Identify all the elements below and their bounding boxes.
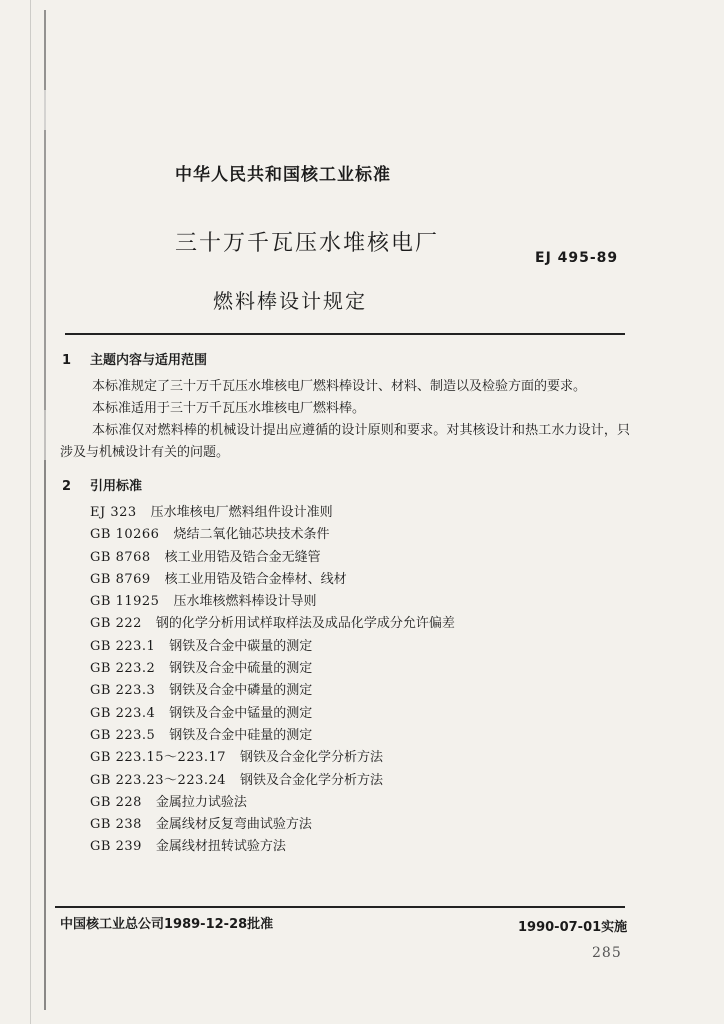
reference-code: GB 223.1 xyxy=(90,638,156,654)
reference-title: 核工业用锆及锆合金棒材、线材 xyxy=(164,571,347,587)
reference-code: GB 8769 xyxy=(90,571,151,587)
reference-item xyxy=(90,725,630,747)
reference-title: 压水堆核燃料棒设计导则 xyxy=(173,594,317,610)
section-2-heading xyxy=(62,478,630,496)
reference-item xyxy=(90,591,630,613)
reference-item xyxy=(90,747,630,769)
section-1-heading xyxy=(62,352,630,370)
section-number: 2 xyxy=(62,479,72,494)
reference-title: 金属拉力试验法 xyxy=(155,794,247,810)
effective-date-line: 1990-07-01实施 xyxy=(518,920,628,935)
paragraph: 本标准仅对燃料棒的机械设计提出应遵循的设计原则和要求。对其核设计和热工水力设计，只涉及与机械设计有关的问题。 xyxy=(60,423,630,460)
section-number: 1 xyxy=(62,353,72,368)
reference-item xyxy=(90,770,630,792)
reference-title: 压水堆核电厂燃料组件设计准则 xyxy=(150,505,333,520)
reference-code: GB 8768 xyxy=(90,549,151,565)
reference-code: GB 228 xyxy=(90,794,142,810)
page-number: 285 xyxy=(592,945,622,961)
reference-title: 钢的化学分析用试样取样法及成品化学成分允许偏差 xyxy=(155,616,455,632)
reference-title: 烧结二氧化铀芯块技术条件 xyxy=(173,527,330,543)
reference-title: 钢铁及合金化学分析方法 xyxy=(240,750,384,766)
standard-code: EJ 495-89 xyxy=(535,250,619,266)
reference-title: 钢铁及合金中碳量的测定 xyxy=(169,638,313,654)
reference-title: 金属线材扭转试验方法 xyxy=(155,839,286,855)
reference-code: GB 223.2 xyxy=(90,661,156,677)
reference-title: 金属线材反复弯曲试验方法 xyxy=(155,817,312,833)
reference-item xyxy=(90,814,630,836)
paragraph: 本标准规定了三十万千瓦压水堆核电厂燃料棒设计、材料、制造以及检验方面的要求。 xyxy=(92,379,587,394)
document-title-line2: 燃料棒设计规定 xyxy=(213,289,367,313)
reference-title: 钢铁及合金中硫量的测定 xyxy=(169,661,313,677)
reference-item xyxy=(90,524,630,546)
reference-title: 钢铁及合金中硅量的测定 xyxy=(169,727,313,743)
reference-code: GB 223.3 xyxy=(90,683,156,699)
reference-title: 钢铁及合金中锰量的测定 xyxy=(169,705,313,721)
approval-line: 中国核工业总公司1989-12-28批准 xyxy=(60,917,274,932)
section-title: 引用标准 xyxy=(90,479,143,494)
reference-item xyxy=(90,636,630,658)
reference-code: GB 10266 xyxy=(90,527,160,543)
reference-item xyxy=(90,613,630,635)
paragraph: 本标准适用于三十万千瓦压水堆核电厂燃料棒。 xyxy=(92,401,366,416)
section-title: 主题内容与适用范围 xyxy=(90,353,208,368)
reference-title: 核工业用锆及锆合金无缝管 xyxy=(164,549,321,565)
document-title-line1: 三十万千瓦压水堆核电厂 xyxy=(175,231,440,256)
reference-item xyxy=(90,680,630,702)
reference-code: GB 239 xyxy=(90,839,142,855)
reference-code: GB 222 xyxy=(90,616,142,632)
reference-code: GB 11925 xyxy=(90,594,160,610)
reference-item xyxy=(90,569,630,591)
reference-code: GB 223.15～223.17 xyxy=(90,750,227,766)
reference-list xyxy=(90,502,630,859)
scan-binding-edge xyxy=(44,10,46,1010)
reference-item xyxy=(90,658,630,680)
issuing-authority: 中华人民共和国核工业标准 xyxy=(175,165,391,185)
reference-code: EJ 323 xyxy=(90,505,137,520)
reference-code: GB 238 xyxy=(90,817,142,833)
reference-title: 钢铁及合金化学分析方法 xyxy=(240,772,384,788)
header-rule xyxy=(65,333,625,335)
reference-code: GB 223.4 xyxy=(90,705,156,721)
reference-title: 钢铁及合金中磷量的测定 xyxy=(169,683,313,699)
reference-item xyxy=(90,502,630,524)
document-body xyxy=(60,352,630,859)
reference-code: GB 223.23～223.24 xyxy=(90,772,227,788)
scan-edge-shadow xyxy=(30,0,31,1024)
reference-item xyxy=(90,703,630,725)
reference-item xyxy=(90,792,630,814)
reference-item xyxy=(90,547,630,569)
reference-item xyxy=(90,836,630,858)
reference-code: GB 223.5 xyxy=(90,727,156,743)
footer-rule xyxy=(55,906,625,908)
